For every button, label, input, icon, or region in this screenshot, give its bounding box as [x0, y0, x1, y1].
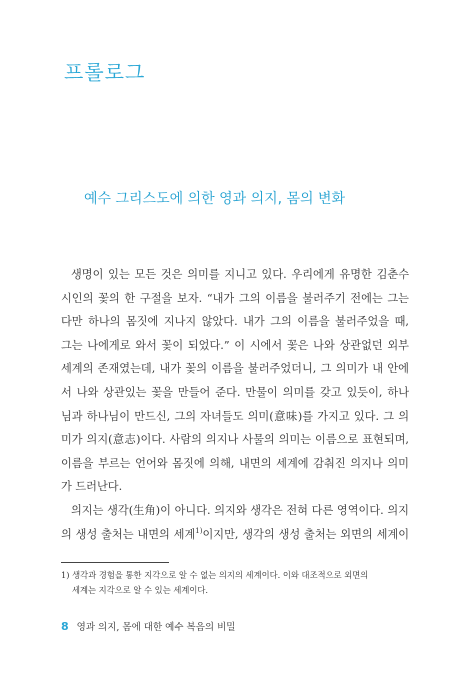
footnote: [61, 568, 411, 598]
footnote-line: [61, 568, 411, 583]
body-line-with-footnote-ref: [61, 523, 409, 547]
chapter-title: 프롤로그: [64, 60, 146, 84]
body-line: 미가 의지(意志)이다. 사람의 의지나 사물의 의미는 이름으로 표현되며,: [61, 433, 409, 447]
footnote-text: 생각과 경험을 통한 지각으로 알 수 없는 의지의 세계이다. 이와 대조적으로 외면의: [72, 570, 369, 580]
section-heading: 예수 그리스도에 의한 영과 의지, 몸의 변화: [84, 191, 346, 207]
page-number: 8: [61, 620, 69, 633]
footnote-marker: 1): [61, 570, 70, 580]
body-line: 시인의 꽃의 한 구절을 보자. “내가 그의 이름을 불러주기 전에는 그는: [61, 291, 409, 305]
body-line: 의지는 생각(生角)이 아니다. 의지와 생각은 전혀 다른 영역이다. 의지: [71, 503, 409, 517]
page-footer: [61, 619, 235, 633]
body-text-fragment: 이지만, 생각의 생성 출처는 외면의 세계이: [202, 527, 409, 541]
body-line: 가 드러난다.: [61, 480, 123, 494]
body-line: 님과 하나님이 만드신, 그의 자녀들도 의미(意味)를 가지고 있다. 그 의: [61, 409, 409, 423]
body-line: 세계의 존재였는데, 내가 꽃의 이름을 불러주었더니, 그 의미가 내 안에: [61, 362, 409, 376]
footnote-line: 세계는 지각으로 알 수 있는 세계이다.: [72, 585, 209, 595]
body-line: 서 나와 상관있는 꽃을 만들어 준다. 만물이 의미를 갖고 있듯이, 하나: [61, 385, 409, 399]
body-line: 이름을 부르는 언어와 몸짓에 의해, 내면의 세계에 감춰진 의지나 의미: [61, 456, 409, 470]
body-text: [61, 263, 409, 546]
footnote-divider: [61, 562, 169, 563]
running-title: 영과 의지, 몸에 대한 예수 복음의 비밀: [76, 622, 236, 633]
body-line: 생명이 있는 모든 것은 의미를 지니고 있다. 우리에게 유명한 김춘수: [71, 268, 409, 281]
body-text-fragment: 의 생성 출처는 내면의 세계: [61, 527, 196, 541]
body-line: 다만 하나의 몸짓에 지나지 않았다. 내가 그의 이름을 불러주었을 때,: [61, 315, 409, 329]
body-line: 그는 나에게로 와서 꽃이 되었다.” 이 시에서 꽃은 나와 상관없던 외부: [61, 338, 409, 352]
footnote-reference[interactable]: 1): [195, 526, 203, 535]
